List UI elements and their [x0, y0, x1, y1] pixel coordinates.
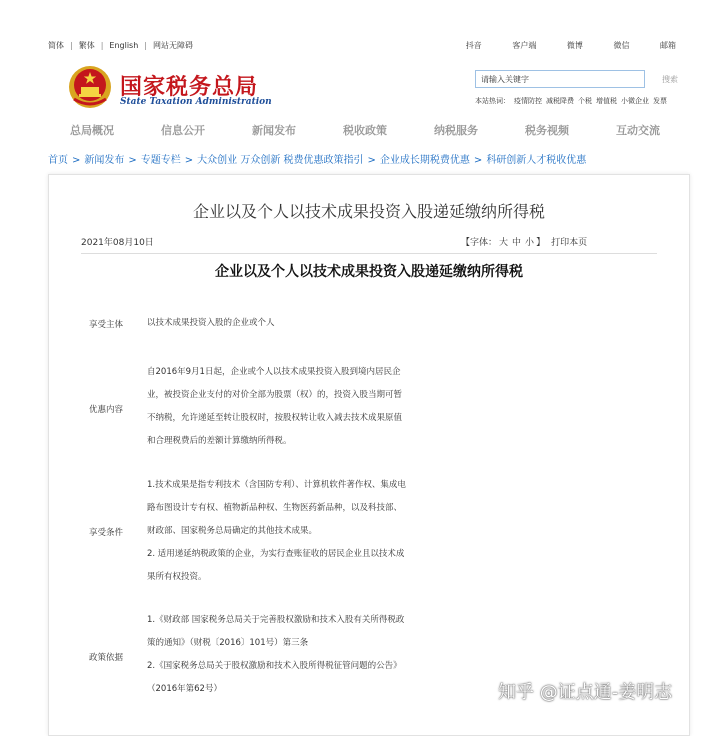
breadcrumb: 首页 > 新闻发布 > 专题专栏 > 大众创业 万众创新 税费优惠政策指引 > 企业成长期税费优惠 > 科研创新人才税收优惠 [48, 155, 587, 166]
row-label-basis: 政策依据 [89, 653, 124, 663]
breadcrumb-research[interactable]: 科研创新人才税收优惠 [486, 155, 587, 166]
national-emblem-icon[interactable] [66, 63, 114, 111]
row-label-content: 优惠内容 [89, 405, 124, 415]
search-input[interactable]: 请输入关键字 [475, 70, 645, 88]
main-nav [0, 122, 720, 140]
row-body-content [147, 361, 432, 453]
print-button[interactable]: 打印本页 [551, 238, 588, 248]
breadcrumb-home[interactable]: 首页 [48, 155, 68, 166]
hot-word[interactable]: 减税降费 [546, 97, 574, 105]
site-title-english: State Taxation Administration [120, 97, 272, 107]
top-language-links: 简体 | 繁体 | English | 网站无障碍 [48, 41, 193, 50]
hot-word[interactable]: 个税 [578, 97, 592, 105]
english-link[interactable]: English [109, 41, 139, 50]
breadcrumb-innovation[interactable]: 大众创业 万众创新 税费优惠政策指引 [197, 155, 364, 166]
row-line: 和合理税费后的差额计算缴纳所得税。 [147, 436, 292, 446]
nav-item-overview[interactable]: 总局概况 [70, 124, 114, 137]
font-large-button[interactable]: 大 [499, 238, 509, 248]
weibo-link[interactable]: 微博 [566, 41, 583, 50]
row-line[interactable]: 1.《财政部 国家税务总局关于完善股权激励和技术入股有关所得税政 [147, 615, 405, 625]
hot-word[interactable]: 疫情防控 [514, 97, 542, 105]
nav-item-interaction[interactable]: 互动交流 [616, 124, 660, 137]
hot-word[interactable]: 增值税 [596, 97, 617, 105]
breadcrumb-news[interactable]: 新闻发布 [84, 155, 125, 166]
row-body-basis [147, 609, 432, 701]
nav-item-news[interactable]: 新闻发布 [252, 124, 296, 137]
row-line: 不纳税，允许递延至转让股权时，按股权转让收入减去技术成果原值 [147, 413, 403, 423]
font-medium-button[interactable]: 中 [512, 238, 522, 248]
nav-item-disclosure[interactable]: 信息公开 [161, 124, 205, 137]
hot-word[interactable]: 发票 [653, 97, 667, 105]
hot-word[interactable]: 小微企业 [621, 97, 649, 105]
row-body-conditions [147, 474, 432, 589]
nav-item-service[interactable]: 纳税服务 [434, 124, 478, 137]
divider [81, 253, 657, 254]
article-tools [461, 235, 593, 248]
row-body-subject [147, 312, 432, 335]
font-size-label: 【字体： 大 中 小 】 [461, 238, 546, 248]
nav-item-video[interactable]: 税务视频 [525, 124, 569, 137]
row-label-conditions: 享受条件 [89, 528, 124, 538]
row-line: 1.技术成果是指专利技术（含国防专利）、计算机软件著作权、集成电 [147, 480, 406, 490]
douyin-link[interactable]: 抖音 [465, 41, 482, 50]
article-card [48, 174, 690, 736]
row-line: 财政部、国家税务总局确定的其他技术成果。 [147, 526, 318, 536]
mail-link[interactable]: 邮箱 [660, 41, 676, 50]
row-line: 2. 适用递延纳税政策的企业，为实行查账征收的居民企业且以技术成 [147, 549, 405, 559]
watermark: 知乎 @证点通-姜明志 [498, 682, 673, 703]
traditional-link[interactable]: 繁体 [78, 41, 95, 50]
row-line: 果所有权投资。 [147, 572, 207, 582]
row-line[interactable]: （2016年第62号） [147, 684, 222, 694]
search-button[interactable]: 搜索 [662, 75, 678, 84]
accessibility-link[interactable]: 网站无障碍 [153, 41, 193, 50]
row-line: 以技术成果投资入股的企业或个人 [147, 318, 275, 328]
font-small-button[interactable]: 小 [525, 238, 535, 248]
simplified-link[interactable]: 简体 [48, 41, 64, 50]
article-date: 2021年08月10日 [81, 238, 154, 248]
client-link[interactable]: 客户端 [512, 41, 537, 50]
wechat-link[interactable]: 微信 [613, 41, 630, 50]
row-line[interactable]: 2.《国家税务总局关于股权激励和技术入股所得税征管问题的公告》 [147, 661, 402, 671]
row-line[interactable]: 策的通知》（财税〔2016〕101号）第三条 [147, 638, 309, 648]
site-title[interactable]: 国家税务总局 [120, 75, 259, 100]
row-line: 业，被投资企业支付的对价全部为股票（权）的，投资入股当期可暂 [147, 390, 403, 400]
nav-item-policy[interactable]: 税收政策 [343, 124, 387, 137]
document-heading: 企业以及个人以技术成果投资入股递延缴纳所得税 [215, 264, 523, 280]
hot-words [475, 96, 671, 106]
row-line: 路布图设计专有权、植物新品种权、生物医药新品种，以及科技部、 [147, 503, 403, 513]
breadcrumb-growth[interactable]: 企业成长期税费优惠 [379, 155, 470, 166]
quick-links [438, 40, 676, 51]
hot-words-label: 本站热词： [475, 97, 510, 105]
row-line: 自2016年9月1日起，企业或个人以技术成果投资入股到境内居民企 [147, 367, 401, 377]
breadcrumb-topics[interactable]: 专题专栏 [140, 155, 181, 166]
row-label-subject: 享受主体 [89, 320, 124, 330]
article-title: 企业以及个人以技术成果投资入股递延缴纳所得税 [192, 202, 545, 221]
